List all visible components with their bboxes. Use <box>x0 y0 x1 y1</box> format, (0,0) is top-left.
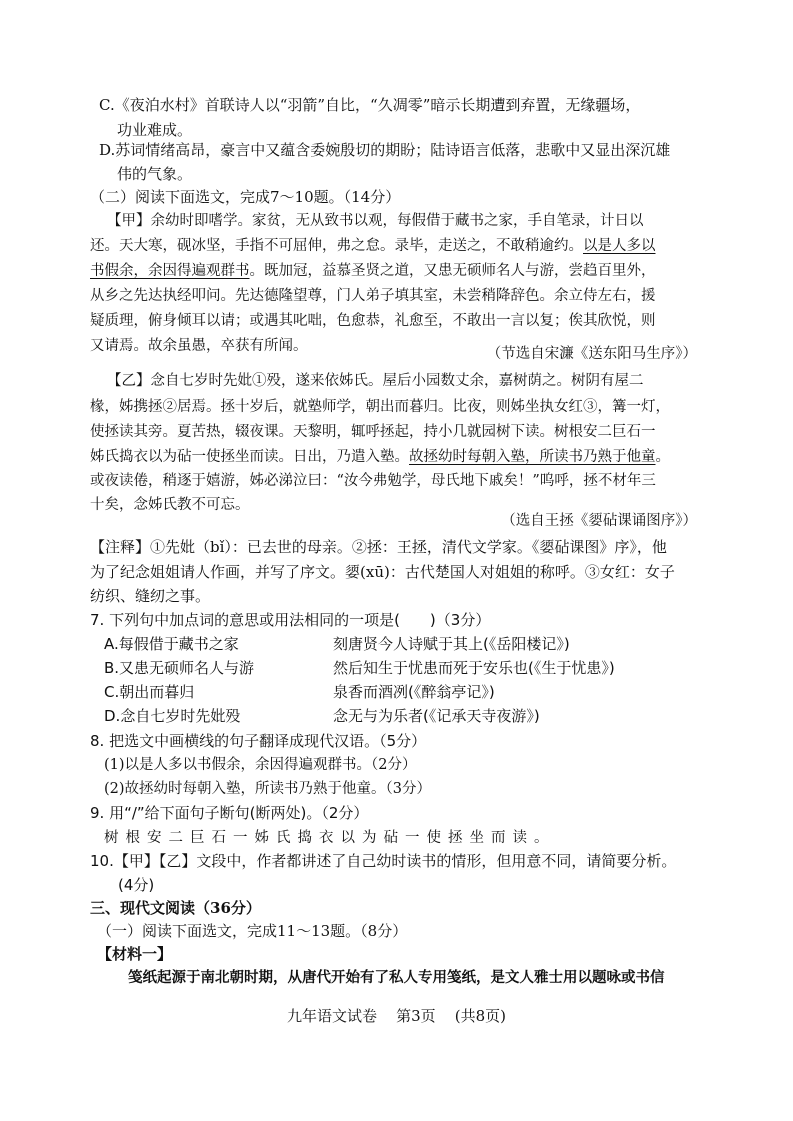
footer-title: 九年语文试卷 <box>287 1007 378 1025</box>
jia-line1: 【甲】余幼时即嗜学。家贫，无从致书以观，每假借于藏书之家，手自笔录，计日以 <box>107 213 644 229</box>
yi-line1: 【乙】念自七岁时先妣①殁，遂来依姊氏。屋后小园数丈余，嘉树荫之。树阴有屋二 <box>107 373 644 389</box>
q7-option-a-left: A.每假借于藏书之家 <box>104 635 239 653</box>
q7-option-d-left: D.念自七岁时先妣殁 <box>104 707 241 725</box>
footer-total-pages: (共8页) <box>454 1007 506 1025</box>
q7-option-b-right: 然后知生于忧患而死于安乐也(《生于忧患》) <box>333 659 615 677</box>
footer-page-number: 第3页 <box>396 1007 436 1025</box>
yi-line2: 椽，姊携拯②居焉。拯十岁后，就塾师学，朝出而暮归。比夜，则姊坐执女红③，篝一灯， <box>90 399 670 415</box>
q7-option-c-right: 泉香而酒冽(《醉翁亭记》) <box>333 683 495 701</box>
material-1-label: 【材料一】 <box>97 945 173 963</box>
option-c-line1: C.《夜泊水村》首联诗人以“羽箭”自比，“久凋零”暗示长期遭到弃置，无缘疆场， <box>99 96 641 114</box>
q7-option-c-left: C.朝出而暮归 <box>104 683 195 701</box>
jia-line2 <box>90 236 656 256</box>
jia-source: （节选自宋濂《送东阳马生序》） <box>486 346 697 362</box>
page-footer <box>0 1005 793 1026</box>
jia-underlined-sentence-part2: 书假余，余因得遍观群书 <box>90 263 250 279</box>
yi-underlined-sentence: 故拯幼时每朝入塾，所读书乃熟于他童 <box>409 449 656 465</box>
jia-line3 <box>90 261 656 281</box>
section2-heading: （二）阅读下面选文，完成7～10题。（14分） <box>90 188 401 206</box>
question-8-stem: 8. 把选文中画横线的句子翻译成现代汉语。（5分） <box>90 732 427 750</box>
question-10-stem: 10.【甲】【乙】文段中，作者都讲述了自己幼时读书的情形，但用意不同，请简要分析。 <box>90 852 677 870</box>
yi-line4-text: 姊氏捣衣以为砧一使拯坐而读。日出，乃遣入塾。 <box>90 449 409 465</box>
question-10-points: (4分) <box>118 876 155 894</box>
part3-subheading: （一）阅读下面选文，完成11～13题。（8分） <box>97 922 408 940</box>
yi-source: （选自王拯《媭砧课诵图序》） <box>501 513 697 529</box>
notes-line1: 【注释】①先妣（bǐ）：已去世的母亲。②拯：王拯，清代文学家。《媭砧课图》序》，他 <box>90 538 667 556</box>
notes-line3: 纺织、缝纫之事。 <box>90 587 211 605</box>
jia-line6: 又请焉。故余虽愚，卒获有所闻。 <box>90 338 308 354</box>
jia-line5: 疑质理，俯身倾耳以请；或遇其叱咄，色愈恭，礼愈至，不敢出一言以复；俟其欣悦，则 <box>90 313 656 329</box>
jia-line3-text: 。既加冠，益慕圣贤之道，又患无硕师名人与游，尝趋百里外， <box>249 263 656 279</box>
jia-line4: 从乡之先达执经叩问。先达德隆望尊，门人弟子填其室，未尝稍降辞色。余立侍左右，援 <box>90 288 656 304</box>
q7-option-b-left: B.又患无硕师名人与游 <box>104 659 255 677</box>
q7-option-a-right: 刻唐贤今人诗赋于其上(《岳阳楼记》) <box>333 635 570 653</box>
option-c-line2: 功业难成。 <box>117 121 193 139</box>
question-7-stem: 7. 下列句中加点词的意思或用法相同的一项是( )（3分） <box>90 611 491 629</box>
yi-line6: 十矣，念姊氏教不可忘。 <box>90 497 250 513</box>
yi-line4-end: 。 <box>655 449 670 465</box>
part3-heading: 三、现代文阅读（36分） <box>90 899 261 917</box>
yi-line4 <box>90 447 670 467</box>
q8-sentence-1: (1)以是人多以书假余，余因得遍观群书。（2分） <box>104 757 417 773</box>
option-d-line2: 伟的气象。 <box>117 165 193 183</box>
yi-line3: 使拯读其旁。夏苦热，辍夜课。天黎明，辄呼拯起，持小几就园树下读。树根安二巨石一 <box>90 424 656 440</box>
yi-line5: 或夜读倦，稍逐于嬉游，姊必涕泣曰：“汝今弗勉学，母氏地下戚矣！”呜呼，拯不材年三 <box>90 473 656 489</box>
q9-sentence: 树根安二巨石一姊氏捣衣以为砧一使拯坐而读。 <box>104 830 556 846</box>
q7-option-d-right: 念无与为乐者(《记承天寺夜游》) <box>333 707 540 725</box>
notes-line2: 为了纪念姐姐请人作画，并写了序文。媭(xū)：古代楚国人对姐姐的称呼。③女红：女子 <box>90 563 675 581</box>
q8-sentence-2: (2)故拯幼时每朝入塾，所读书乃熟于他童。（3分） <box>104 781 432 797</box>
jia-line2-text: 还。天大寒，砚冰坚，手指不可屈伸，弗之怠。录毕，走送之，不敢稍逾约。 <box>90 238 583 254</box>
question-9-stem: 9. 用“/”给下面句子断句(断两处)。（2分） <box>90 804 369 822</box>
jia-underlined-sentence-part1: 以是人多以 <box>583 238 656 254</box>
material-1-first-line: 笺纸起源于南北朝时期，从唐代开始有了私人专用笺纸，是文人雅士用以题咏或书信 <box>128 969 665 986</box>
option-d-line1: D.苏词情绪高昂，豪言中又蕴含委婉殷切的期盼；陆诗语言低落，悲歌中又显出深沉雄 <box>99 141 671 159</box>
